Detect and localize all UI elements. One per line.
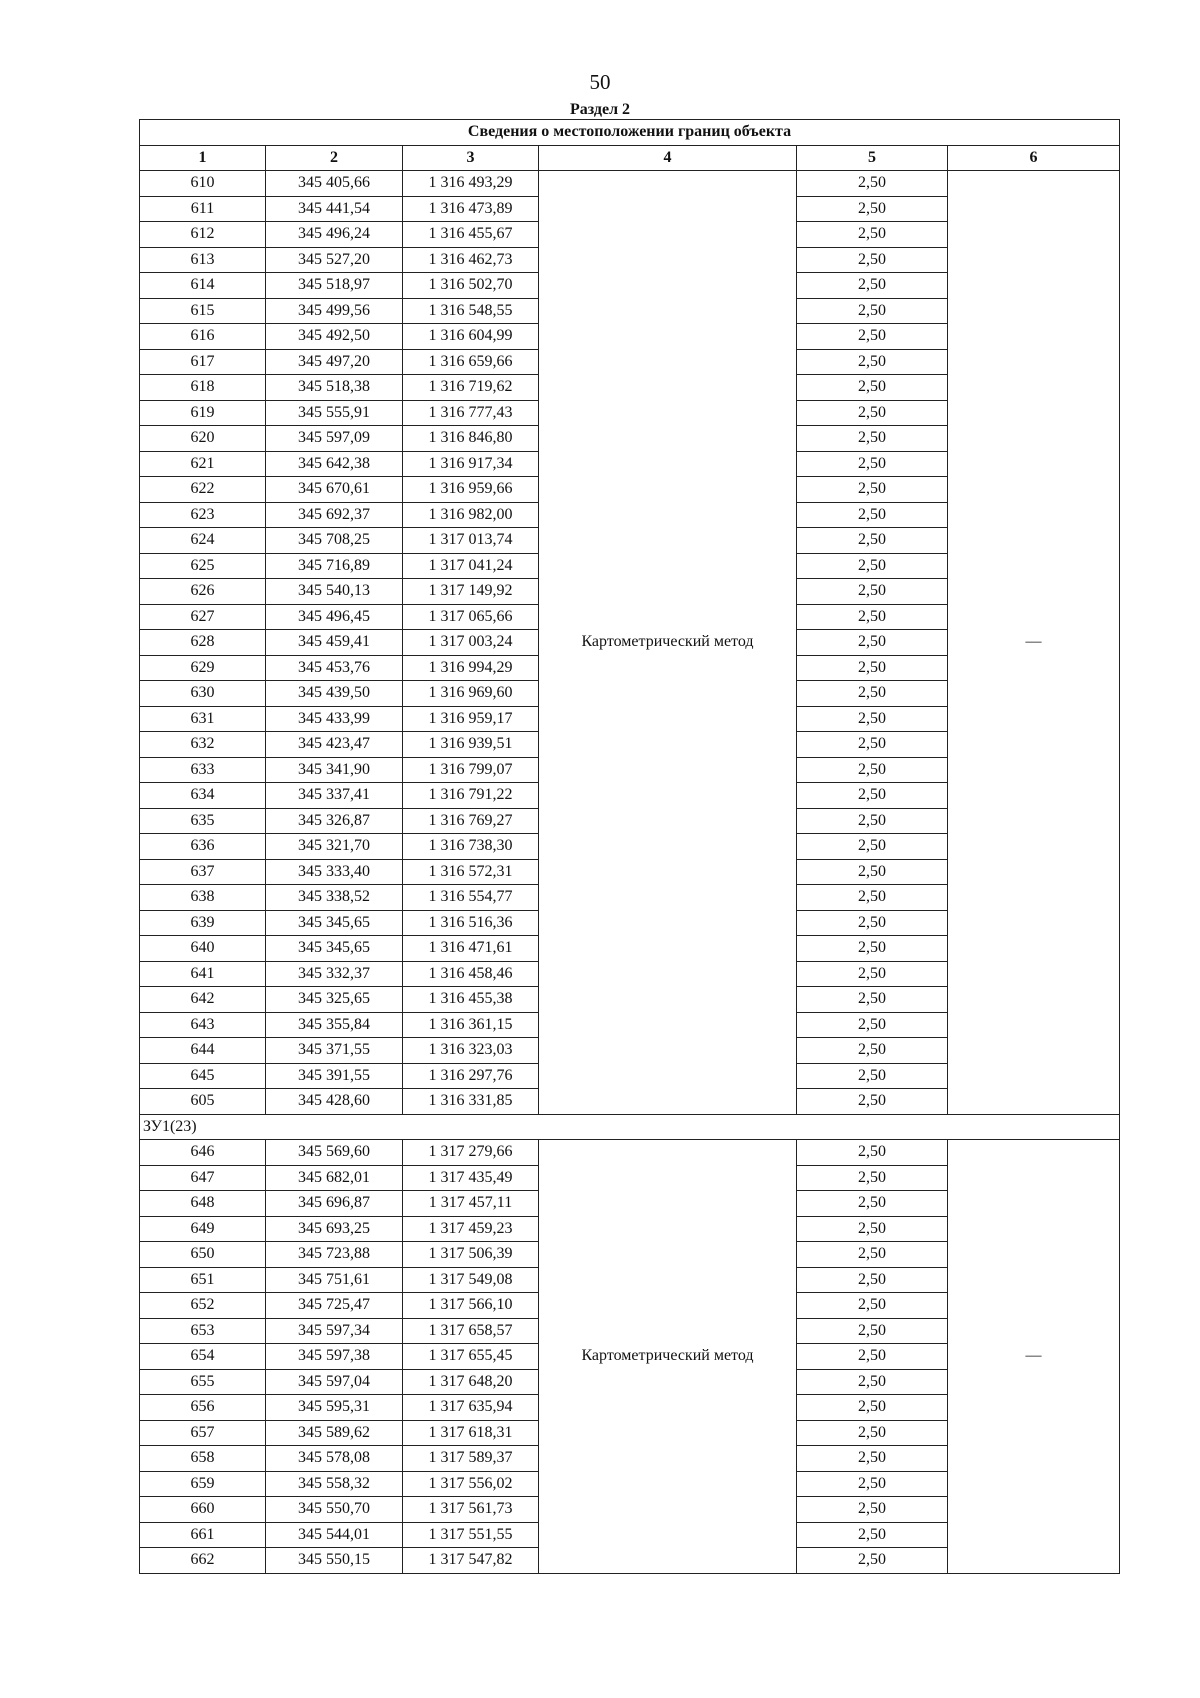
y-coordinate-cell: 1 316 572,31 — [403, 859, 539, 885]
y-coordinate-cell: 1 316 455,38 — [403, 987, 539, 1013]
x-coordinate-cell: 345 597,38 — [266, 1344, 403, 1370]
x-coordinate-cell: 345 332,37 — [266, 961, 403, 987]
x-coordinate-cell: 345 558,32 — [266, 1471, 403, 1497]
accuracy-cell: 2,50 — [797, 196, 948, 222]
accuracy-cell: 2,50 — [797, 808, 948, 834]
accuracy-cell: 2,50 — [797, 1293, 948, 1319]
x-coordinate-cell: 345 345,65 — [266, 910, 403, 936]
point-number-cell: 613 — [140, 247, 266, 273]
accuracy-cell: 2,50 — [797, 171, 948, 197]
x-coordinate-cell: 345 325,65 — [266, 987, 403, 1013]
x-coordinate-cell: 345 518,38 — [266, 375, 403, 401]
x-coordinate-cell: 345 441,54 — [266, 196, 403, 222]
x-coordinate-cell: 345 597,34 — [266, 1318, 403, 1344]
y-coordinate-cell: 1 317 589,37 — [403, 1446, 539, 1472]
x-coordinate-cell: 345 682,01 — [266, 1165, 403, 1191]
y-coordinate-cell: 1 316 769,27 — [403, 808, 539, 834]
point-number-cell: 638 — [140, 885, 266, 911]
point-number-cell: 655 — [140, 1369, 266, 1395]
column-header: 5 — [797, 145, 948, 171]
y-coordinate-cell: 1 316 959,66 — [403, 477, 539, 503]
x-coordinate-cell: 345 555,91 — [266, 400, 403, 426]
point-number-cell: 652 — [140, 1293, 266, 1319]
x-coordinate-cell: 345 497,20 — [266, 349, 403, 375]
y-coordinate-cell: 1 317 618,31 — [403, 1420, 539, 1446]
x-coordinate-cell: 345 338,52 — [266, 885, 403, 911]
y-coordinate-cell: 1 316 548,55 — [403, 298, 539, 324]
accuracy-cell: 2,50 — [797, 1420, 948, 1446]
point-number-cell: 610 — [140, 171, 266, 197]
point-number-cell: 616 — [140, 324, 266, 350]
x-coordinate-cell: 345 355,84 — [266, 1012, 403, 1038]
point-number-cell: 662 — [140, 1548, 266, 1574]
accuracy-cell: 2,50 — [797, 1548, 948, 1574]
point-number-cell: 620 — [140, 426, 266, 452]
accuracy-cell: 2,50 — [797, 655, 948, 681]
column-header: 4 — [539, 145, 797, 171]
section-title: Раздел 2 — [569, 101, 631, 118]
y-coordinate-cell: 1 316 939,51 — [403, 732, 539, 758]
accuracy-cell: 2,50 — [797, 987, 948, 1013]
accuracy-cell: 2,50 — [797, 1369, 948, 1395]
y-coordinate-cell: 1 316 502,70 — [403, 273, 539, 299]
x-coordinate-cell: 345 725,47 — [266, 1293, 403, 1319]
y-coordinate-cell: 1 317 635,94 — [403, 1395, 539, 1421]
accuracy-cell: 2,50 — [797, 1497, 948, 1523]
y-coordinate-cell: 1 317 556,02 — [403, 1471, 539, 1497]
point-number-cell: 612 — [140, 222, 266, 248]
y-coordinate-cell: 1 316 791,22 — [403, 783, 539, 809]
accuracy-cell: 2,50 — [797, 247, 948, 273]
x-coordinate-cell: 345 326,87 — [266, 808, 403, 834]
accuracy-cell: 2,50 — [797, 910, 948, 936]
x-coordinate-cell: 345 459,41 — [266, 630, 403, 656]
y-coordinate-cell: 1 317 003,24 — [403, 630, 539, 656]
y-coordinate-cell: 1 317 459,23 — [403, 1216, 539, 1242]
point-number-cell: 660 — [140, 1497, 266, 1523]
y-coordinate-cell: 1 317 435,49 — [403, 1165, 539, 1191]
accuracy-cell: 2,50 — [797, 885, 948, 911]
point-number-cell: 647 — [140, 1165, 266, 1191]
y-coordinate-cell: 1 316 969,60 — [403, 681, 539, 707]
accuracy-cell: 2,50 — [797, 604, 948, 630]
accuracy-cell: 2,50 — [797, 1395, 948, 1421]
y-coordinate-cell: 1 317 561,73 — [403, 1497, 539, 1523]
y-coordinate-cell: 1 316 659,66 — [403, 349, 539, 375]
y-coordinate-cell: 1 317 506,39 — [403, 1242, 539, 1268]
x-coordinate-cell: 345 453,76 — [266, 655, 403, 681]
point-number-cell: 614 — [140, 273, 266, 299]
y-coordinate-cell: 1 316 493,29 — [403, 171, 539, 197]
accuracy-cell: 2,50 — [797, 451, 948, 477]
x-coordinate-cell: 345 499,56 — [266, 298, 403, 324]
y-coordinate-cell: 1 316 994,29 — [403, 655, 539, 681]
x-coordinate-cell: 345 341,90 — [266, 757, 403, 783]
point-number-cell: 625 — [140, 553, 266, 579]
accuracy-cell: 2,50 — [797, 1242, 948, 1268]
point-number-cell: 629 — [140, 655, 266, 681]
y-coordinate-cell: 1 316 323,03 — [403, 1038, 539, 1064]
y-coordinate-cell: 1 317 547,82 — [403, 1548, 539, 1574]
point-number-cell: 661 — [140, 1522, 266, 1548]
y-coordinate-cell: 1 317 149,92 — [403, 579, 539, 605]
y-coordinate-cell: 1 316 331,85 — [403, 1089, 539, 1115]
x-coordinate-cell: 345 492,50 — [266, 324, 403, 350]
y-coordinate-cell: 1 317 658,57 — [403, 1318, 539, 1344]
column-header: 1 — [140, 145, 266, 171]
accuracy-cell: 2,50 — [797, 1216, 948, 1242]
y-coordinate-cell: 1 316 917,34 — [403, 451, 539, 477]
point-number-cell: 632 — [140, 732, 266, 758]
accuracy-cell: 2,50 — [797, 706, 948, 732]
accuracy-cell: 2,50 — [797, 528, 948, 554]
y-coordinate-cell: 1 317 549,08 — [403, 1267, 539, 1293]
point-number-cell: 653 — [140, 1318, 266, 1344]
point-number-cell: 627 — [140, 604, 266, 630]
y-coordinate-cell: 1 316 473,89 — [403, 196, 539, 222]
point-number-cell: 659 — [140, 1471, 266, 1497]
accuracy-cell: 2,50 — [797, 1318, 948, 1344]
point-number-cell: 626 — [140, 579, 266, 605]
y-coordinate-cell: 1 317 655,45 — [403, 1344, 539, 1370]
accuracy-cell: 2,50 — [797, 1140, 948, 1166]
y-coordinate-cell: 1 317 566,10 — [403, 1293, 539, 1319]
accuracy-cell: 2,50 — [797, 426, 948, 452]
y-coordinate-cell: 1 316 361,15 — [403, 1012, 539, 1038]
column-header: 3 — [403, 145, 539, 171]
description-cell: — — [948, 1140, 1120, 1574]
y-coordinate-cell: 1 317 279,66 — [403, 1140, 539, 1166]
accuracy-cell: 2,50 — [797, 757, 948, 783]
point-number-cell: 631 — [140, 706, 266, 732]
accuracy-cell: 2,50 — [797, 298, 948, 324]
y-coordinate-cell: 1 316 799,07 — [403, 757, 539, 783]
y-coordinate-cell: 1 316 516,36 — [403, 910, 539, 936]
x-coordinate-cell: 345 391,55 — [266, 1063, 403, 1089]
accuracy-cell: 2,50 — [797, 1446, 948, 1472]
accuracy-cell: 2,50 — [797, 349, 948, 375]
point-number-cell: 636 — [140, 834, 266, 860]
group-label-row — [140, 1114, 1120, 1140]
x-coordinate-cell: 345 723,88 — [266, 1242, 403, 1268]
point-number-cell: 635 — [140, 808, 266, 834]
table-row — [140, 1140, 1120, 1166]
y-coordinate-cell: 1 316 777,43 — [403, 400, 539, 426]
x-coordinate-cell: 345 518,97 — [266, 273, 403, 299]
x-coordinate-cell: 345 578,08 — [266, 1446, 403, 1472]
x-coordinate-cell: 345 540,13 — [266, 579, 403, 605]
accuracy-cell: 2,50 — [797, 1191, 948, 1217]
table-caption: Сведения о местоположении границ объекта — [140, 120, 1120, 146]
x-coordinate-cell: 345 708,25 — [266, 528, 403, 554]
point-number-cell: 621 — [140, 451, 266, 477]
point-number-cell: 615 — [140, 298, 266, 324]
x-coordinate-cell: 345 527,20 — [266, 247, 403, 273]
method-cell: Картометрический метод — [539, 171, 797, 1115]
y-coordinate-cell: 1 316 959,17 — [403, 706, 539, 732]
accuracy-cell: 2,50 — [797, 732, 948, 758]
point-number-cell: 637 — [140, 859, 266, 885]
point-number-cell: 630 — [140, 681, 266, 707]
point-number-cell: 619 — [140, 400, 266, 426]
accuracy-cell: 2,50 — [797, 1165, 948, 1191]
x-coordinate-cell: 345 433,99 — [266, 706, 403, 732]
point-number-cell: 650 — [140, 1242, 266, 1268]
x-coordinate-cell: 345 439,50 — [266, 681, 403, 707]
x-coordinate-cell: 345 321,70 — [266, 834, 403, 860]
point-number-cell: 657 — [140, 1420, 266, 1446]
x-coordinate-cell: 345 371,55 — [266, 1038, 403, 1064]
accuracy-cell: 2,50 — [797, 681, 948, 707]
accuracy-cell: 2,50 — [797, 375, 948, 401]
point-number-cell: 656 — [140, 1395, 266, 1421]
x-coordinate-cell: 345 597,04 — [266, 1369, 403, 1395]
y-coordinate-cell: 1 316 471,61 — [403, 936, 539, 962]
point-number-cell: 645 — [140, 1063, 266, 1089]
y-coordinate-cell: 1 316 719,62 — [403, 375, 539, 401]
x-coordinate-cell: 345 550,70 — [266, 1497, 403, 1523]
x-coordinate-cell: 345 550,15 — [266, 1548, 403, 1574]
x-coordinate-cell: 345 496,24 — [266, 222, 403, 248]
y-coordinate-cell: 1 317 551,55 — [403, 1522, 539, 1548]
point-number-cell: 640 — [140, 936, 266, 962]
point-number-cell: 654 — [140, 1344, 266, 1370]
x-coordinate-cell: 345 693,25 — [266, 1216, 403, 1242]
point-number-cell: 628 — [140, 630, 266, 656]
y-coordinate-cell: 1 316 458,46 — [403, 961, 539, 987]
x-coordinate-cell: 345 405,66 — [266, 171, 403, 197]
y-coordinate-cell: 1 317 457,11 — [403, 1191, 539, 1217]
group-label: ЗУ1(23) — [140, 1114, 1120, 1140]
y-coordinate-cell: 1 316 982,00 — [403, 502, 539, 528]
accuracy-cell: 2,50 — [797, 1267, 948, 1293]
x-coordinate-cell: 345 597,09 — [266, 426, 403, 452]
accuracy-cell: 2,50 — [797, 1038, 948, 1064]
y-coordinate-cell: 1 316 604,99 — [403, 324, 539, 350]
x-coordinate-cell: 345 496,45 — [266, 604, 403, 630]
boundary-table — [139, 119, 1120, 1574]
accuracy-cell: 2,50 — [797, 630, 948, 656]
point-number-cell: 658 — [140, 1446, 266, 1472]
y-coordinate-cell: 1 317 013,74 — [403, 528, 539, 554]
point-number-cell: 643 — [140, 1012, 266, 1038]
x-coordinate-cell: 345 569,60 — [266, 1140, 403, 1166]
description-cell: — — [948, 171, 1120, 1115]
accuracy-cell: 2,50 — [797, 324, 948, 350]
x-coordinate-cell: 345 716,89 — [266, 553, 403, 579]
accuracy-cell: 2,50 — [797, 477, 948, 503]
y-coordinate-cell: 1 317 648,20 — [403, 1369, 539, 1395]
y-coordinate-cell: 1 316 846,80 — [403, 426, 539, 452]
page-number: 50 — [589, 70, 611, 94]
point-number-cell: 623 — [140, 502, 266, 528]
table-row — [140, 171, 1120, 197]
x-coordinate-cell: 345 595,31 — [266, 1395, 403, 1421]
accuracy-cell: 2,50 — [797, 859, 948, 885]
y-coordinate-cell: 1 316 554,77 — [403, 885, 539, 911]
x-coordinate-cell: 345 670,61 — [266, 477, 403, 503]
accuracy-cell: 2,50 — [797, 961, 948, 987]
point-number-cell: 641 — [140, 961, 266, 987]
x-coordinate-cell: 345 589,62 — [266, 1420, 403, 1446]
x-coordinate-cell: 345 751,61 — [266, 1267, 403, 1293]
accuracy-cell: 2,50 — [797, 400, 948, 426]
x-coordinate-cell: 345 337,41 — [266, 783, 403, 809]
x-coordinate-cell: 345 423,47 — [266, 732, 403, 758]
y-coordinate-cell: 1 317 041,24 — [403, 553, 539, 579]
x-coordinate-cell: 345 692,37 — [266, 502, 403, 528]
accuracy-cell: 2,50 — [797, 1344, 948, 1370]
point-number-cell: 639 — [140, 910, 266, 936]
point-number-cell: 617 — [140, 349, 266, 375]
y-coordinate-cell: 1 317 065,66 — [403, 604, 539, 630]
x-coordinate-cell: 345 696,87 — [266, 1191, 403, 1217]
point-number-cell: 644 — [140, 1038, 266, 1064]
accuracy-cell: 2,50 — [797, 783, 948, 809]
x-coordinate-cell: 345 345,65 — [266, 936, 403, 962]
column-header: 2 — [266, 145, 403, 171]
table-body — [140, 171, 1120, 1574]
y-coordinate-cell: 1 316 462,73 — [403, 247, 539, 273]
accuracy-cell: 2,50 — [797, 579, 948, 605]
accuracy-cell: 2,50 — [797, 1089, 948, 1115]
method-cell: Картометрический метод — [539, 1140, 797, 1574]
x-coordinate-cell: 345 544,01 — [266, 1522, 403, 1548]
point-number-cell: 611 — [140, 196, 266, 222]
point-number-cell: 605 — [140, 1089, 266, 1115]
x-coordinate-cell: 345 333,40 — [266, 859, 403, 885]
point-number-cell: 622 — [140, 477, 266, 503]
accuracy-cell: 2,50 — [797, 502, 948, 528]
point-number-cell: 634 — [140, 783, 266, 809]
x-coordinate-cell: 345 642,38 — [266, 451, 403, 477]
point-number-cell: 651 — [140, 1267, 266, 1293]
point-number-cell: 648 — [140, 1191, 266, 1217]
point-number-cell: 633 — [140, 757, 266, 783]
point-number-cell: 646 — [140, 1140, 266, 1166]
y-coordinate-cell: 1 316 297,76 — [403, 1063, 539, 1089]
y-coordinate-cell: 1 316 455,67 — [403, 222, 539, 248]
point-number-cell: 649 — [140, 1216, 266, 1242]
point-number-cell: 642 — [140, 987, 266, 1013]
accuracy-cell: 2,50 — [797, 222, 948, 248]
point-number-cell: 618 — [140, 375, 266, 401]
header-row — [140, 145, 1120, 171]
y-coordinate-cell: 1 316 738,30 — [403, 834, 539, 860]
accuracy-cell: 2,50 — [797, 1012, 948, 1038]
point-number-cell: 624 — [140, 528, 266, 554]
accuracy-cell: 2,50 — [797, 1522, 948, 1548]
column-header: 6 — [948, 145, 1120, 171]
accuracy-cell: 2,50 — [797, 553, 948, 579]
accuracy-cell: 2,50 — [797, 273, 948, 299]
accuracy-cell: 2,50 — [797, 1063, 948, 1089]
accuracy-cell: 2,50 — [797, 834, 948, 860]
accuracy-cell: 2,50 — [797, 1471, 948, 1497]
x-coordinate-cell: 345 428,60 — [266, 1089, 403, 1115]
accuracy-cell: 2,50 — [797, 936, 948, 962]
